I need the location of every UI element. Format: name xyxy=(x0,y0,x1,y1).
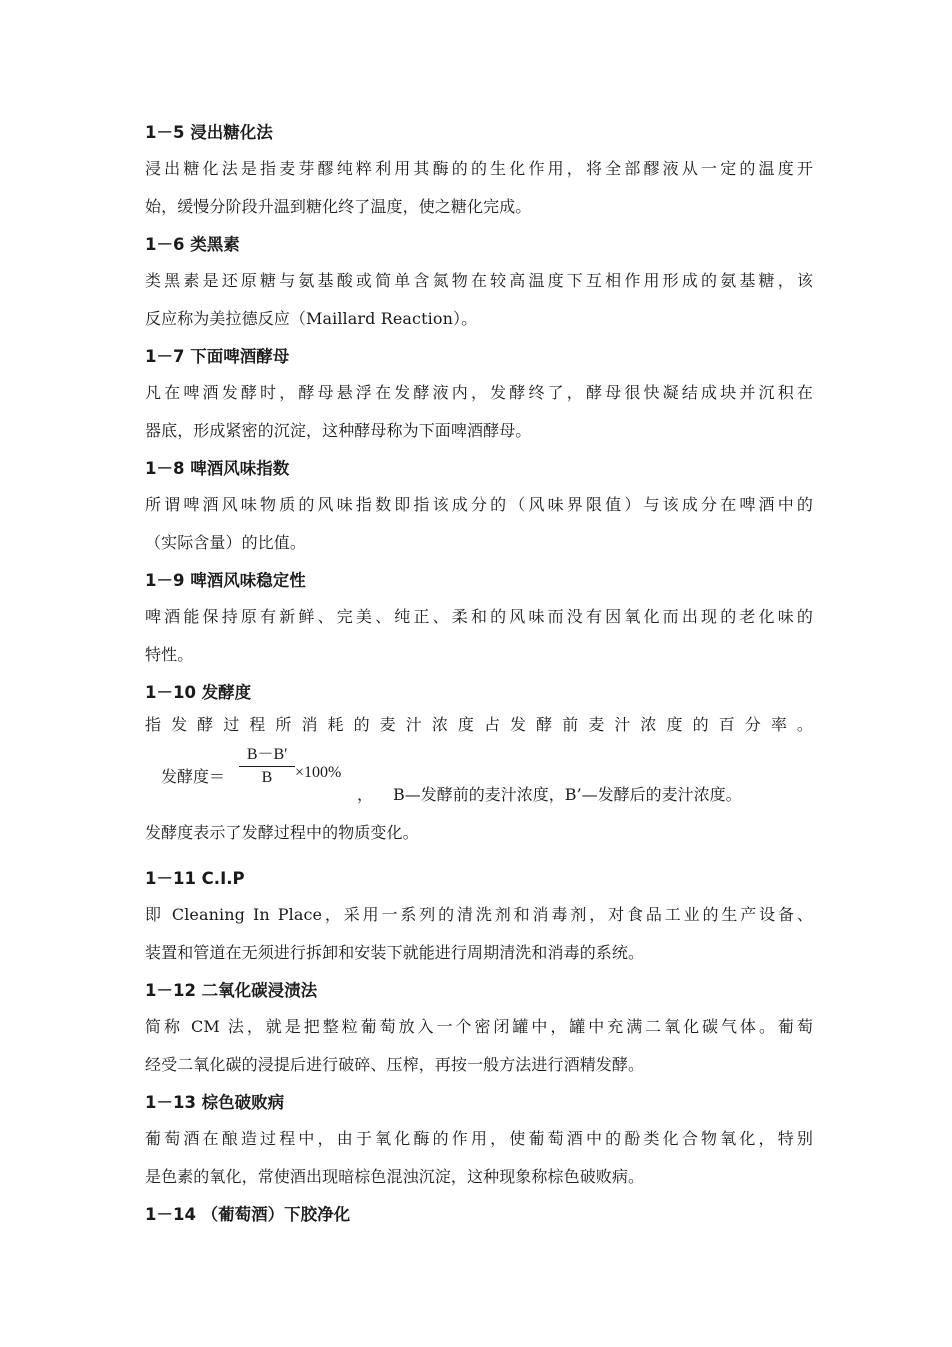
body-line: 反应称为美拉德反应（Maillard Reaction）。 xyxy=(145,309,478,328)
formula-label: 发酵度＝ xyxy=(161,767,226,786)
body-line: 所谓啤酒风味物质的风味指数即指该成分的（风味界限值）与该成分在啤酒中的 xyxy=(145,495,813,514)
section-body xyxy=(145,710,813,740)
section-1-9 xyxy=(145,566,813,674)
section-body xyxy=(145,374,813,450)
section-1-8 xyxy=(145,454,813,562)
body-line: 装置和管道在无须进行拆卸和安装下就能进行周期清洗和消毒的系统。 xyxy=(145,943,645,962)
document-page xyxy=(145,118,813,1232)
section-body xyxy=(145,262,813,338)
body-line: 器底，形成紧密的沉淀，这种酵母称为下面啤酒酵母。 xyxy=(145,421,532,440)
section-heading: 1－14 （葡萄酒）下胶净化 xyxy=(145,1205,351,1224)
section-heading: 1－13 棕色破败病 xyxy=(145,1093,285,1112)
section-heading: 1－11 C.I.P xyxy=(145,869,245,888)
section-body xyxy=(145,150,813,226)
section-1-11 xyxy=(145,864,813,972)
section-heading: 1－12 二氧化碳浸渍法 xyxy=(145,981,318,1000)
section-heading: 1－6 类黑素 xyxy=(145,235,240,254)
body-line: 葡萄酒在酿造过程中，由于氧化酶的作用，使葡萄酒中的酚类化合物氧化，特别 xyxy=(145,1129,813,1148)
body-line: 啤酒能保持原有新鲜、完美、纯正、柔和的风味而没有因氧化而出现的老化味的 xyxy=(145,607,813,626)
section-heading: 1－5 浸出糖化法 xyxy=(145,123,273,142)
section-heading: 1－9 啤酒风味稳定性 xyxy=(145,571,306,590)
body-line: 经受二氧化碳的浸提后进行破碎、压榨，再按一般方法进行酒精发酵。 xyxy=(145,1055,645,1074)
body-line: 指发酵过程所消耗的麦汁浓度占发酵前麦汁浓度的百分率。 xyxy=(145,715,813,734)
section-body xyxy=(145,598,813,674)
formula-denominator: B xyxy=(261,769,273,786)
body-line: 即 Cleaning In Place，采用一系列的清洗剂和消毒剂，对食品工业的生产设备、 xyxy=(145,905,813,924)
section-body xyxy=(145,1120,813,1196)
fermentation-formula xyxy=(145,740,813,814)
formula-fraction xyxy=(239,744,295,789)
formula-comma: ， xyxy=(357,785,374,804)
formula-note: B—发酵前的麦汁浓度，B’—发酵后的麦汁浓度。 xyxy=(393,785,742,804)
section-1-10 xyxy=(145,678,813,852)
body-line: 始，缓慢分阶段升温到糖化终了温度，使之糖化完成。 xyxy=(145,197,532,216)
section-heading: 1－10 发酵度 xyxy=(145,683,252,702)
section-1-6 xyxy=(145,230,813,338)
body-line: 浸出糖化法是指麦芽醪纯粹利用其酶的的生化作用，将全部醪液从一定的温度开 xyxy=(145,159,813,178)
section-1-12 xyxy=(145,976,813,1084)
body-line: 类黑素是还原糖与氨基酸或简单含氮物在较高温度下互相作用形成的氨基糖，该 xyxy=(145,271,813,290)
body-line: 简称 CM 法，就是把整粒葡萄放入一个密闭罐中，罐中充满二氧化碳气体。葡萄 xyxy=(145,1017,813,1036)
section-body xyxy=(145,486,813,562)
section-1-13 xyxy=(145,1088,813,1196)
section-body xyxy=(145,1008,813,1084)
section-body xyxy=(145,814,813,852)
body-line: 是色素的氧化，常使酒出现暗棕色混浊沉淀，这种现象称棕色破败病。 xyxy=(145,1167,645,1186)
body-line: 发酵度表示了发酵过程中的物质变化。 xyxy=(145,823,419,842)
section-heading: 1－7 下面啤酒酵母 xyxy=(145,347,290,366)
section-1-14 xyxy=(145,1200,813,1230)
section-body xyxy=(145,896,813,972)
section-heading: 1－8 啤酒风味指数 xyxy=(145,459,290,478)
formula-multiplier: ×100% xyxy=(295,764,342,781)
formula-numerator: B－B' xyxy=(239,744,295,767)
section-1-7 xyxy=(145,342,813,450)
body-line: 特性。 xyxy=(145,645,194,664)
body-line: （实际含量）的比值。 xyxy=(145,533,307,552)
section-1-5 xyxy=(145,118,813,226)
body-line: 凡在啤酒发酵时，酵母悬浮在发酵液内，发酵终了，酵母很快凝结成块并沉积在 xyxy=(145,383,813,402)
